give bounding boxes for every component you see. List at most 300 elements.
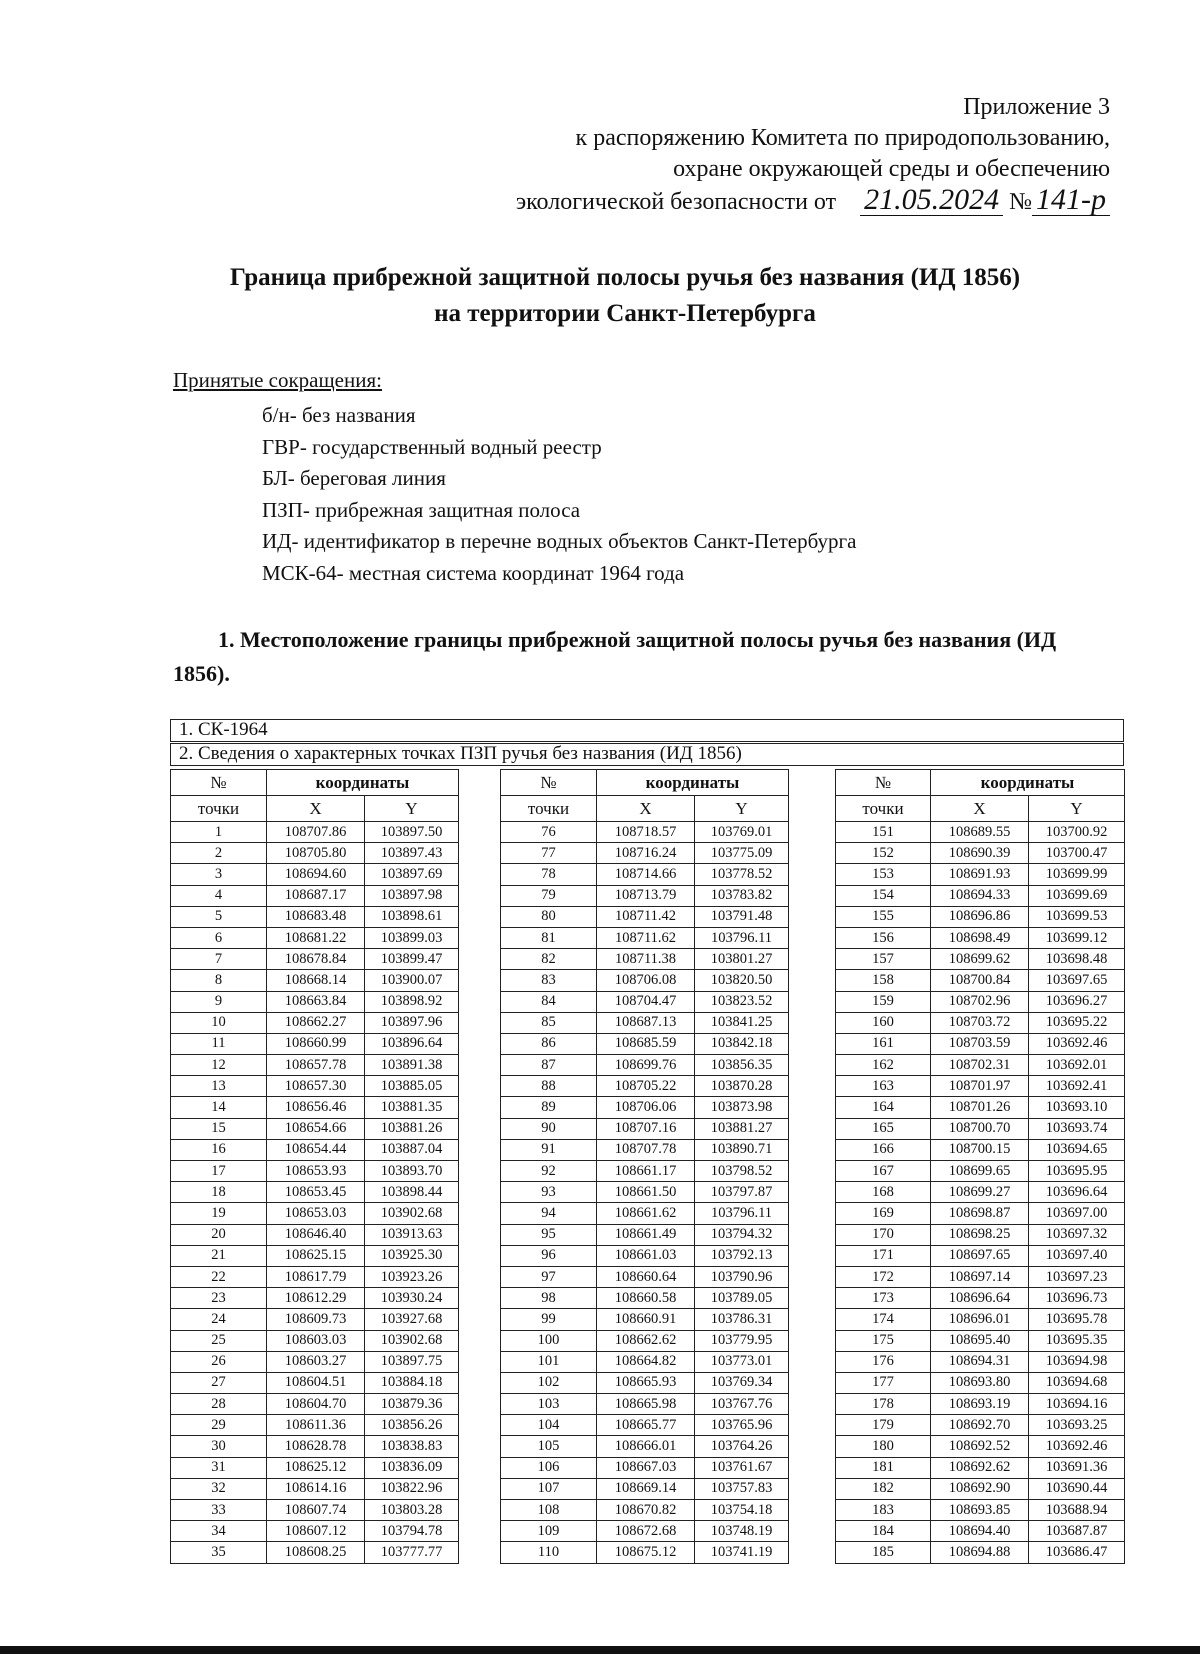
point-number-cell: 162	[836, 1055, 931, 1076]
point-number-cell: 31	[171, 1457, 267, 1478]
x-coordinate-cell: 108716.24	[597, 843, 695, 864]
header-coordinates: координаты	[597, 770, 789, 796]
table-row	[836, 1245, 1125, 1266]
x-coordinate-cell: 108607.74	[267, 1500, 365, 1521]
handwritten-number: 141-р	[1032, 185, 1110, 216]
point-number-cell: 183	[836, 1500, 931, 1521]
x-coordinate-cell: 108704.47	[597, 991, 695, 1012]
x-coordinate-cell: 108625.12	[267, 1457, 365, 1478]
y-coordinate-cell: 103897.50	[365, 822, 459, 843]
x-coordinate-cell: 108693.19	[931, 1394, 1029, 1415]
point-number-cell: 88	[501, 1076, 597, 1097]
point-number-cell: 91	[501, 1139, 597, 1160]
x-coordinate-cell: 108672.68	[597, 1521, 695, 1542]
table-row	[836, 1055, 1125, 1076]
x-coordinate-cell: 108702.96	[931, 991, 1029, 1012]
table-row	[171, 1182, 459, 1203]
point-number-cell: 84	[501, 991, 597, 1012]
x-coordinate-cell: 108694.88	[931, 1542, 1029, 1563]
appendix-line-3: охране окружающей среды и обеспечению	[673, 156, 1110, 182]
table-row	[171, 1161, 459, 1182]
point-number-cell: 161	[836, 1033, 931, 1054]
table-row	[836, 1266, 1125, 1287]
table-row	[501, 1415, 789, 1436]
header-x: X	[931, 796, 1029, 822]
y-coordinate-cell: 103801.27	[695, 949, 789, 970]
table-row	[171, 1118, 459, 1139]
appendix-line-4	[516, 185, 1110, 218]
x-coordinate-cell: 108707.16	[597, 1118, 695, 1139]
y-coordinate-cell: 103792.13	[695, 1245, 789, 1266]
table-row	[836, 1330, 1125, 1351]
point-number-cell: 100	[501, 1330, 597, 1351]
y-coordinate-cell: 103925.30	[365, 1245, 459, 1266]
y-coordinate-cell: 103778.52	[695, 864, 789, 885]
x-coordinate-cell: 108700.84	[931, 970, 1029, 991]
x-coordinate-cell: 108609.73	[267, 1309, 365, 1330]
abbreviation-item: б/н- без названия	[262, 403, 416, 427]
point-number-cell: 83	[501, 970, 597, 991]
x-coordinate-cell: 108694.60	[267, 864, 365, 885]
y-coordinate-cell: 103897.75	[365, 1351, 459, 1372]
x-coordinate-cell: 108711.42	[597, 906, 695, 927]
y-coordinate-cell: 103767.76	[695, 1394, 789, 1415]
x-coordinate-cell: 108694.31	[931, 1351, 1029, 1372]
point-number-cell: 80	[501, 906, 597, 927]
table-row	[836, 1076, 1125, 1097]
table-row	[836, 1415, 1125, 1436]
y-coordinate-cell: 103697.23	[1029, 1266, 1125, 1287]
x-coordinate-cell: 108665.77	[597, 1415, 695, 1436]
x-coordinate-cell: 108695.40	[931, 1330, 1029, 1351]
table-row	[836, 1309, 1125, 1330]
table-row	[171, 1500, 459, 1521]
point-number-cell: 184	[836, 1521, 931, 1542]
point-number-cell: 35	[171, 1542, 267, 1563]
header-coordinates: координаты	[931, 770, 1125, 796]
y-coordinate-cell: 103856.26	[365, 1415, 459, 1436]
coords-table-3	[835, 769, 1125, 1564]
header-point: точки	[836, 796, 931, 822]
x-coordinate-cell: 108617.79	[267, 1266, 365, 1287]
x-coordinate-cell: 108603.03	[267, 1330, 365, 1351]
table-row	[836, 991, 1125, 1012]
point-number-cell: 156	[836, 927, 931, 948]
y-coordinate-cell: 103764.26	[695, 1436, 789, 1457]
table-row	[171, 1436, 459, 1457]
y-coordinate-cell: 103696.73	[1029, 1288, 1125, 1309]
point-number-cell: 85	[501, 1012, 597, 1033]
x-coordinate-cell: 108661.49	[597, 1224, 695, 1245]
x-coordinate-cell: 108657.78	[267, 1055, 365, 1076]
point-number-cell: 76	[501, 822, 597, 843]
x-coordinate-cell: 108699.65	[931, 1161, 1029, 1182]
y-coordinate-cell: 103783.82	[695, 885, 789, 906]
point-number-cell: 157	[836, 949, 931, 970]
x-coordinate-cell: 108703.72	[931, 1012, 1029, 1033]
table-row	[836, 1542, 1125, 1563]
point-number-cell: 160	[836, 1012, 931, 1033]
table-row	[171, 1457, 459, 1478]
point-number-cell: 154	[836, 885, 931, 906]
table-row	[501, 843, 789, 864]
table-row	[836, 843, 1125, 864]
x-coordinate-cell: 108669.14	[597, 1478, 695, 1499]
point-number-cell: 15	[171, 1118, 267, 1139]
y-coordinate-cell: 103791.48	[695, 906, 789, 927]
y-coordinate-cell: 103777.77	[365, 1542, 459, 1563]
y-coordinate-cell: 103803.28	[365, 1500, 459, 1521]
y-coordinate-cell: 103699.69	[1029, 885, 1125, 906]
document-title	[140, 260, 1110, 332]
x-coordinate-cell: 108608.25	[267, 1542, 365, 1563]
table-row	[836, 949, 1125, 970]
table-row	[836, 1182, 1125, 1203]
table-row	[501, 1139, 789, 1160]
point-number-cell: 21	[171, 1245, 267, 1266]
table-row	[171, 1012, 459, 1033]
point-number-cell: 79	[501, 885, 597, 906]
y-coordinate-cell: 103692.46	[1029, 1436, 1125, 1457]
point-number-cell: 151	[836, 822, 931, 843]
table-row	[171, 927, 459, 948]
y-coordinate-cell: 103891.38	[365, 1055, 459, 1076]
y-coordinate-cell: 103694.68	[1029, 1372, 1125, 1393]
x-coordinate-cell: 108698.49	[931, 927, 1029, 948]
abbreviation-item: БЛ- береговая линия	[262, 466, 446, 491]
table-row	[836, 1394, 1125, 1415]
table-row	[501, 1033, 789, 1054]
y-coordinate-cell: 103794.32	[695, 1224, 789, 1245]
x-coordinate-cell: 108697.65	[931, 1245, 1029, 1266]
x-coordinate-cell: 108693.85	[931, 1500, 1029, 1521]
x-coordinate-cell: 108660.64	[597, 1266, 695, 1287]
point-number-cell: 98	[501, 1288, 597, 1309]
coordinate-system-row: 1. СК-1964	[170, 719, 1124, 742]
y-coordinate-cell: 103697.40	[1029, 1245, 1125, 1266]
table-row	[171, 970, 459, 991]
table-row	[501, 1182, 789, 1203]
table-row	[836, 1500, 1125, 1521]
x-coordinate-cell: 108697.14	[931, 1266, 1029, 1287]
y-coordinate-cell: 103881.27	[695, 1118, 789, 1139]
y-coordinate-cell: 103789.05	[695, 1288, 789, 1309]
table-row	[501, 822, 789, 843]
y-coordinate-cell: 103794.78	[365, 1521, 459, 1542]
y-coordinate-cell: 103754.18	[695, 1500, 789, 1521]
table-row	[836, 1033, 1125, 1054]
x-coordinate-cell: 108683.48	[267, 906, 365, 927]
y-coordinate-cell: 103887.04	[365, 1139, 459, 1160]
header-point: точки	[501, 796, 597, 822]
table-row	[501, 1542, 789, 1563]
abbreviation-item: МСК-64- местная система координат 1964 года	[262, 560, 685, 585]
y-coordinate-cell: 103898.92	[365, 991, 459, 1012]
x-coordinate-cell: 108696.64	[931, 1288, 1029, 1309]
table-row	[836, 1161, 1125, 1182]
y-coordinate-cell: 103699.12	[1029, 927, 1125, 948]
point-number-cell: 153	[836, 864, 931, 885]
point-number-cell: 108	[501, 1500, 597, 1521]
y-coordinate-cell: 103769.34	[695, 1372, 789, 1393]
table-row	[501, 1118, 789, 1139]
y-coordinate-cell: 103695.95	[1029, 1161, 1125, 1182]
point-number-cell: 25	[171, 1330, 267, 1351]
table-row	[501, 1309, 789, 1330]
x-coordinate-cell: 108612.29	[267, 1288, 365, 1309]
table-row	[171, 1330, 459, 1351]
x-coordinate-cell: 108687.13	[597, 1012, 695, 1033]
y-coordinate-cell: 103797.87	[695, 1182, 789, 1203]
point-number-cell: 10	[171, 1012, 267, 1033]
point-number-cell: 32	[171, 1478, 267, 1499]
point-number-cell: 23	[171, 1288, 267, 1309]
y-coordinate-cell: 103796.11	[695, 1203, 789, 1224]
table-row	[836, 1012, 1125, 1033]
points-info-row: 2. Сведения о характерных точках ПЗП ручья без названия (ИД 1856)	[170, 743, 1124, 766]
table-row	[171, 822, 459, 843]
point-number-cell: 92	[501, 1161, 597, 1182]
x-coordinate-cell: 108700.70	[931, 1118, 1029, 1139]
table-row	[501, 1161, 789, 1182]
y-coordinate-cell: 103900.07	[365, 970, 459, 991]
x-coordinate-cell: 108663.84	[267, 991, 365, 1012]
x-coordinate-cell: 108699.76	[597, 1055, 695, 1076]
table-row	[501, 1076, 789, 1097]
point-number-cell: 109	[501, 1521, 597, 1542]
point-number-cell: 180	[836, 1436, 931, 1457]
header-number: №	[171, 770, 267, 796]
point-number-cell: 173	[836, 1288, 931, 1309]
x-coordinate-cell: 108706.06	[597, 1097, 695, 1118]
x-coordinate-cell: 108692.90	[931, 1478, 1029, 1499]
x-coordinate-cell: 108662.27	[267, 1012, 365, 1033]
point-number-cell: 168	[836, 1182, 931, 1203]
y-coordinate-cell: 103769.01	[695, 822, 789, 843]
y-coordinate-cell: 103856.35	[695, 1055, 789, 1076]
x-coordinate-cell: 108711.38	[597, 949, 695, 970]
x-coordinate-cell: 108656.46	[267, 1097, 365, 1118]
table-row	[171, 1542, 459, 1563]
section-heading: 1. Местоположение границы прибрежной защитной полосы ручья без названия (ИД 1856).	[173, 627, 1057, 686]
table-row	[501, 1478, 789, 1499]
table-row	[501, 1224, 789, 1245]
x-coordinate-cell: 108705.22	[597, 1076, 695, 1097]
y-coordinate-cell: 103694.65	[1029, 1139, 1125, 1160]
table-row	[171, 1203, 459, 1224]
header-x: X	[267, 796, 365, 822]
point-number-cell: 19	[171, 1203, 267, 1224]
point-number-cell: 22	[171, 1266, 267, 1287]
table-row	[836, 885, 1125, 906]
title-line-2: на территории Санкт-Петербурга	[434, 300, 816, 327]
point-number-cell: 106	[501, 1457, 597, 1478]
point-number-cell: 26	[171, 1351, 267, 1372]
point-number-cell: 14	[171, 1097, 267, 1118]
table-row	[171, 1224, 459, 1245]
table-row	[171, 1394, 459, 1415]
y-coordinate-cell: 103897.98	[365, 885, 459, 906]
table-row	[836, 1288, 1125, 1309]
point-number-cell: 17	[171, 1161, 267, 1182]
header-point: точки	[171, 796, 267, 822]
table-row	[836, 1521, 1125, 1542]
y-coordinate-cell: 103884.18	[365, 1372, 459, 1393]
y-coordinate-cell: 103695.35	[1029, 1330, 1125, 1351]
x-coordinate-cell: 108693.80	[931, 1372, 1029, 1393]
y-coordinate-cell: 103699.99	[1029, 864, 1125, 885]
x-coordinate-cell: 108614.16	[267, 1478, 365, 1499]
point-number-cell: 185	[836, 1542, 931, 1563]
point-number-cell: 16	[171, 1139, 267, 1160]
table-row	[836, 1457, 1125, 1478]
table-row	[836, 1203, 1125, 1224]
x-coordinate-cell: 108667.03	[597, 1457, 695, 1478]
x-coordinate-cell: 108692.70	[931, 1415, 1029, 1436]
y-coordinate-cell: 103790.96	[695, 1266, 789, 1287]
y-coordinate-cell: 103786.31	[695, 1309, 789, 1330]
point-number-cell: 81	[501, 927, 597, 948]
x-coordinate-cell: 108698.87	[931, 1203, 1029, 1224]
point-number-cell: 11	[171, 1033, 267, 1054]
table-row	[836, 1224, 1125, 1245]
x-coordinate-cell: 108660.91	[597, 1309, 695, 1330]
y-coordinate-cell: 103902.68	[365, 1330, 459, 1351]
x-coordinate-cell: 108661.50	[597, 1182, 695, 1203]
point-number-cell: 163	[836, 1076, 931, 1097]
table-row	[501, 1266, 789, 1287]
y-coordinate-cell: 103822.96	[365, 1478, 459, 1499]
table-row	[501, 1351, 789, 1372]
point-number-cell: 174	[836, 1309, 931, 1330]
point-number-cell: 181	[836, 1457, 931, 1478]
table-row	[501, 927, 789, 948]
table-row	[171, 1266, 459, 1287]
table-row	[501, 949, 789, 970]
x-coordinate-cell: 108692.62	[931, 1457, 1029, 1478]
x-coordinate-cell: 108713.79	[597, 885, 695, 906]
x-coordinate-cell: 108661.03	[597, 1245, 695, 1266]
point-number-cell: 96	[501, 1245, 597, 1266]
y-coordinate-cell: 103897.96	[365, 1012, 459, 1033]
table-row	[501, 1055, 789, 1076]
x-coordinate-cell: 108625.15	[267, 1245, 365, 1266]
y-coordinate-cell: 103870.28	[695, 1076, 789, 1097]
x-coordinate-cell: 108714.66	[597, 864, 695, 885]
y-coordinate-cell: 103881.26	[365, 1118, 459, 1139]
table-row	[171, 1309, 459, 1330]
y-coordinate-cell: 103897.69	[365, 864, 459, 885]
x-coordinate-cell: 108711.62	[597, 927, 695, 948]
table-row	[836, 1097, 1125, 1118]
x-coordinate-cell: 108603.27	[267, 1351, 365, 1372]
y-coordinate-cell: 103765.96	[695, 1415, 789, 1436]
appendix-line-2: к распоряжению Комитета по природопользованию,	[575, 125, 1110, 151]
point-number-cell: 7	[171, 949, 267, 970]
table-row	[836, 1478, 1125, 1499]
appendix-line-4-prefix: экологической безопасности от	[515, 189, 837, 215]
table-row	[501, 1288, 789, 1309]
point-number-cell: 89	[501, 1097, 597, 1118]
point-number-cell: 166	[836, 1139, 931, 1160]
x-coordinate-cell: 108664.82	[597, 1351, 695, 1372]
x-coordinate-cell: 108694.33	[931, 885, 1029, 906]
x-coordinate-cell: 108660.99	[267, 1033, 365, 1054]
x-coordinate-cell: 108654.44	[267, 1139, 365, 1160]
point-number-cell: 169	[836, 1203, 931, 1224]
x-coordinate-cell: 108691.93	[931, 864, 1029, 885]
x-coordinate-cell: 108690.39	[931, 843, 1029, 864]
y-coordinate-cell: 103927.68	[365, 1309, 459, 1330]
y-coordinate-cell: 103899.47	[365, 949, 459, 970]
y-coordinate-cell: 103836.09	[365, 1457, 459, 1478]
y-coordinate-cell: 103696.27	[1029, 991, 1125, 1012]
point-number-cell: 94	[501, 1203, 597, 1224]
point-number-cell: 110	[501, 1542, 597, 1563]
x-coordinate-cell: 108675.12	[597, 1542, 695, 1563]
point-number-cell: 165	[836, 1118, 931, 1139]
table-row	[836, 1436, 1125, 1457]
y-coordinate-cell: 103897.43	[365, 843, 459, 864]
table-row	[836, 970, 1125, 991]
x-coordinate-cell: 108696.01	[931, 1309, 1029, 1330]
y-coordinate-cell: 103696.64	[1029, 1182, 1125, 1203]
point-number-cell: 86	[501, 1033, 597, 1054]
x-coordinate-cell: 108685.59	[597, 1033, 695, 1054]
table-row	[501, 864, 789, 885]
x-coordinate-cell: 108678.84	[267, 949, 365, 970]
point-number-cell: 29	[171, 1415, 267, 1436]
scan-bottom-edge	[0, 1646, 1200, 1654]
point-number-cell: 103	[501, 1394, 597, 1415]
y-coordinate-cell: 103691.36	[1029, 1457, 1125, 1478]
point-number-cell: 87	[501, 1055, 597, 1076]
y-coordinate-cell: 103873.98	[695, 1097, 789, 1118]
y-coordinate-cell: 103688.94	[1029, 1500, 1125, 1521]
y-coordinate-cell: 103761.67	[695, 1457, 789, 1478]
x-coordinate-cell: 108653.45	[267, 1182, 365, 1203]
y-coordinate-cell: 103779.95	[695, 1330, 789, 1351]
header-coordinates: координаты	[267, 770, 459, 796]
x-coordinate-cell: 108700.15	[931, 1139, 1029, 1160]
table-row	[501, 1521, 789, 1542]
y-coordinate-cell: 103879.36	[365, 1394, 459, 1415]
table-row	[171, 1033, 459, 1054]
x-coordinate-cell: 108699.27	[931, 1182, 1029, 1203]
point-number-cell: 155	[836, 906, 931, 927]
y-coordinate-cell: 103692.01	[1029, 1055, 1125, 1076]
table-row	[501, 906, 789, 927]
table-row	[171, 1245, 459, 1266]
y-coordinate-cell: 103881.35	[365, 1097, 459, 1118]
table-row	[171, 1055, 459, 1076]
point-number-cell: 28	[171, 1394, 267, 1415]
y-coordinate-cell: 103692.41	[1029, 1076, 1125, 1097]
point-number-cell: 164	[836, 1097, 931, 1118]
table-row	[501, 1012, 789, 1033]
y-coordinate-cell: 103697.32	[1029, 1224, 1125, 1245]
y-coordinate-cell: 103748.19	[695, 1521, 789, 1542]
y-coordinate-cell: 103694.98	[1029, 1351, 1125, 1372]
point-number-cell: 27	[171, 1372, 267, 1393]
x-coordinate-cell: 108707.86	[267, 822, 365, 843]
point-number-cell: 159	[836, 991, 931, 1012]
x-coordinate-cell: 108653.03	[267, 1203, 365, 1224]
point-number-cell: 34	[171, 1521, 267, 1542]
point-number-cell: 167	[836, 1161, 931, 1182]
point-number-cell: 24	[171, 1309, 267, 1330]
abbreviations-list	[262, 400, 856, 590]
